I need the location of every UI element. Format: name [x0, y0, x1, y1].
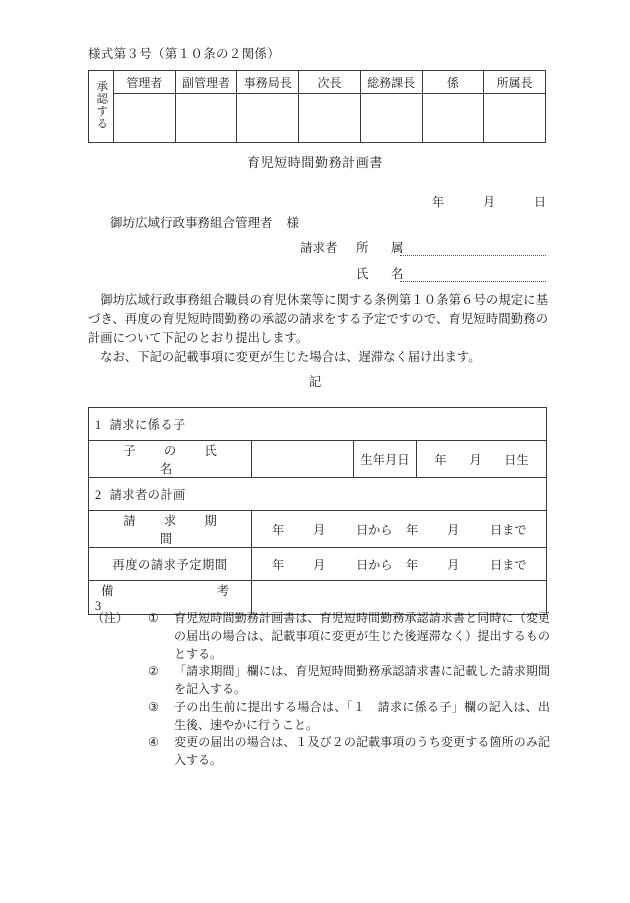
request-period-from-month: 月 [313, 522, 326, 537]
approval-table-signature-row [89, 94, 546, 143]
section1-label: 請求に係る子 [109, 418, 186, 432]
notes-section [92, 610, 550, 770]
section1-header-cell [89, 408, 547, 441]
note-item [92, 699, 550, 735]
requester-caption: 請求者 [300, 241, 338, 255]
approval-col-header-6: 所属長 [484, 71, 546, 94]
child-info-row [89, 441, 547, 478]
request-period-to-day: 日まで [489, 522, 527, 537]
note-marker-2: ② [148, 664, 159, 679]
child-dob-day: 日生 [504, 452, 529, 467]
requester-affiliation-input[interactable] [400, 242, 546, 256]
section2-header-row [89, 478, 547, 511]
child-dob-label: 生年月日 [354, 441, 417, 478]
note-text-4: 変更の届出の場合は、１及び２の記載事項のうち変更する箇所のみ記入する。 [174, 735, 550, 767]
submission-date-line [432, 193, 546, 210]
section3-number: 3 [95, 599, 102, 613]
date-month-label: 月 [482, 195, 495, 209]
body-paragraph-2: なお、下記の記載事項に変更が生じた場合は、遅滞なく届け出ます。 [100, 350, 481, 365]
requester-affiliation-row [300, 230, 546, 256]
note-text-1: 育児短時間勤務計画書は、育児短時間勤務承認請求書と同時に（変更の届出の場合は、記載事項に変更が生じた後遅滞なく）提出するものとする。 [174, 611, 550, 661]
body-paragraph-1: 御坊広域行政事務組合職員の育児休業等に関する条例第１０条第６号の規定に基づき、再度の育児短時間勤務の承認の請求をする予定ですので、育児短時間勤務の計画について下記のとおり提出します。 [88, 293, 548, 346]
approval-signature-cell-3[interactable] [299, 94, 361, 143]
approval-signature-cell-4[interactable] [360, 94, 422, 143]
date-day-label: 日 [533, 195, 546, 209]
requester-block [300, 230, 546, 282]
addressee-honorific: 様 [286, 216, 300, 230]
notes-prefix: （注） [92, 611, 129, 625]
document-title: 育児短時間勤務計画書 [246, 155, 383, 170]
next-period-to-month: 月 [447, 557, 460, 572]
request-period-input[interactable] [252, 511, 547, 548]
request-period-to-month: 月 [447, 522, 460, 537]
requester-affiliation-label: 所 属 [356, 241, 409, 255]
approval-table [88, 70, 546, 143]
main-content-table [88, 407, 547, 615]
note-item [92, 734, 550, 770]
request-period-row [89, 511, 547, 548]
requester-name-input[interactable] [400, 268, 546, 282]
date-year-label: 年 [432, 195, 445, 209]
next-request-period-label: 再度の請求予定期間 [89, 548, 252, 581]
approval-col-header-5: 係 [422, 71, 484, 94]
next-request-period-row [89, 548, 547, 581]
note-marker-1: ① [148, 611, 159, 625]
request-period-to-year: 年 [406, 522, 419, 537]
requester-name-label: 氏 名 [356, 267, 409, 281]
child-dob-input[interactable] [417, 441, 547, 478]
approval-signature-cell-0[interactable] [114, 94, 176, 143]
approval-col-header-4: 総務課長 [360, 71, 422, 94]
approval-col-header-1: 副管理者 [175, 71, 237, 94]
section2-number: 2 [95, 488, 102, 502]
note-text-3: 子の出生前に提出する場合は、「１ 請求に係る子」欄の記入は、出生後、速やかに行うこと。 [174, 699, 550, 732]
next-request-period-fields [258, 556, 540, 573]
addressee-name: 御坊広域行政事務組合管理者 [110, 216, 273, 230]
request-period-from-year: 年 [272, 522, 285, 537]
note-item [92, 610, 550, 663]
next-period-to-year: 年 [406, 557, 419, 572]
note-item [92, 663, 550, 699]
child-dob-fields [423, 451, 540, 468]
request-period-fields [258, 521, 540, 538]
ki-marker: 記 [308, 375, 322, 389]
child-dob-year: 年 [434, 452, 447, 467]
next-period-from-month: 月 [313, 557, 326, 572]
section1-header-row [89, 408, 547, 441]
next-request-period-input[interactable] [252, 548, 547, 581]
approval-vertical-label: 承認する [95, 79, 108, 130]
approval-table-header-row [89, 71, 546, 94]
request-period-from-day: 日から [355, 522, 393, 537]
approval-signature-cell-5[interactable] [422, 94, 484, 143]
approval-signature-cell-2[interactable] [237, 94, 299, 143]
approval-col-header-0: 管理者 [114, 71, 176, 94]
section3-label: 備 考 [101, 584, 230, 598]
child-dob-month: 月 [469, 452, 482, 467]
child-name-input[interactable] [252, 441, 354, 478]
note-marker-4: ④ [148, 735, 159, 750]
approval-col-header-3: 次長 [299, 71, 361, 94]
requester-name-row [300, 256, 546, 282]
note-text-2: 「請求期間」欄には、育児短時間勤務承認請求書に記載した請求期間を記入する。 [174, 664, 550, 696]
approval-col-header-2: 事務局長 [237, 71, 299, 94]
form-number-heading: 様式第３号（第１０条の２関係） [88, 47, 281, 61]
request-period-label: 請 求 期 間 [89, 511, 252, 548]
section2-label: 請求者の計画 [109, 488, 186, 502]
section2-header-cell [89, 478, 547, 511]
body-text [88, 291, 548, 367]
next-period-to-day: 日まで [489, 557, 527, 572]
approval-signature-cell-1[interactable] [175, 94, 237, 143]
approval-signature-cell-6[interactable] [484, 94, 546, 143]
section1-number: 1 [95, 418, 102, 432]
child-name-label: 子 の 氏 名 [89, 441, 252, 478]
next-period-from-year: 年 [272, 557, 285, 572]
note-marker-3: ③ [148, 699, 159, 714]
addressee-line [110, 213, 299, 231]
approval-vertical-label-cell [89, 71, 114, 143]
next-period-from-day: 日から [355, 557, 393, 572]
